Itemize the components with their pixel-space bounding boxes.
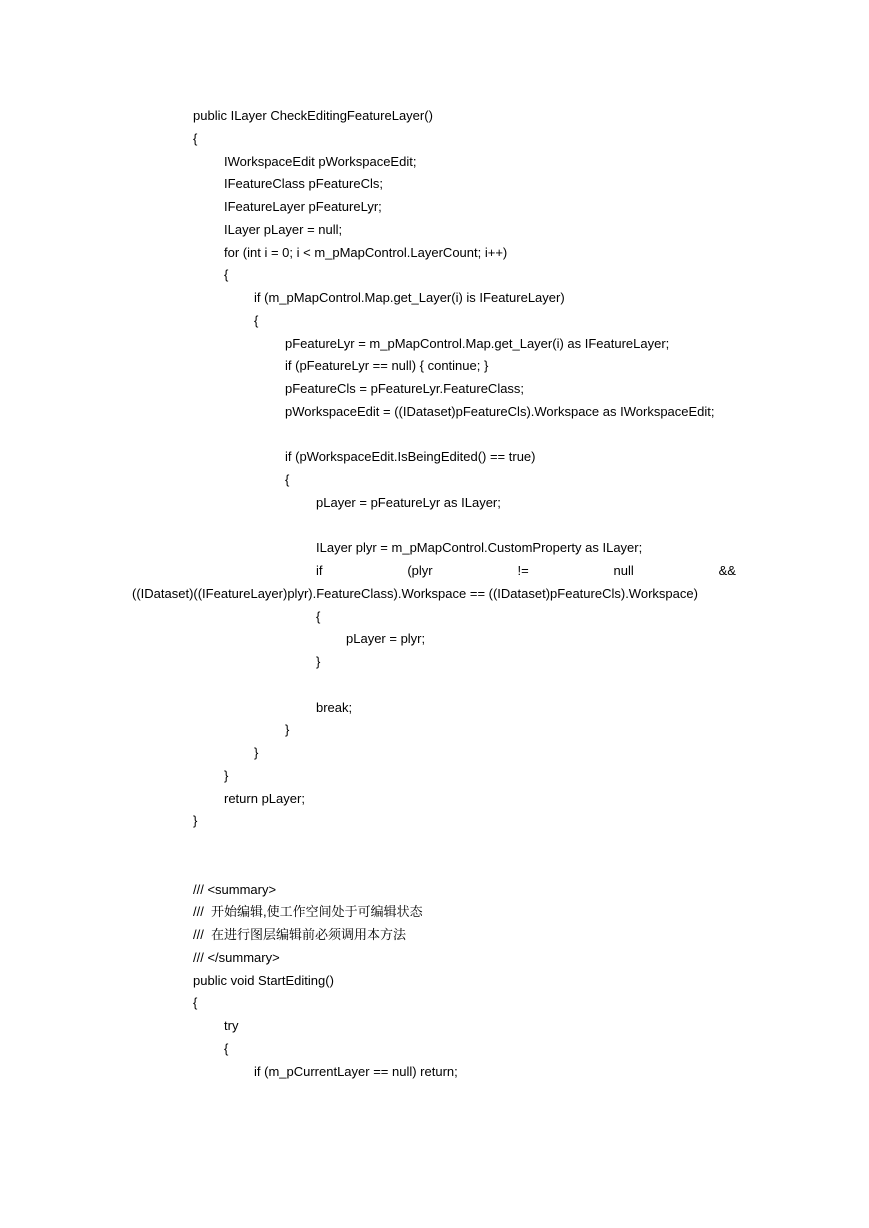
code-line: } (193, 813, 198, 828)
code-line: public ILayer CheckEditingFeatureLayer() (193, 108, 433, 123)
code-comment-line: /// 开始编辑,使工作空间处于可编辑状态 (193, 904, 423, 919)
code-line: for (int i = 0; i < m_pMapControl.LayerCount; i++) (224, 245, 508, 260)
code-line: if (pFeatureLyr == null) { continue; } (285, 358, 489, 373)
code-line: pFeatureLyr = m_pMapControl.Map.get_Layer(i) as IFeatureLayer; (285, 336, 670, 351)
code-comment-line: /// 在进行图层编辑前必须调用本方法 (193, 927, 407, 942)
code-line: { (285, 472, 290, 487)
code-line: } (285, 722, 290, 737)
code-line: public void StartEditing() (193, 973, 334, 988)
code-line: } (224, 768, 229, 783)
code-line: if (m_pMapControl.Map.get_Layer(i) is IFeatureLayer) (254, 290, 565, 305)
code-line: } (254, 745, 259, 760)
code-line: return pLayer; (224, 791, 305, 806)
code-line: pLayer = pFeatureLyr as ILayer; (316, 495, 501, 510)
code-line: { (254, 313, 259, 328)
code-line: } (316, 654, 321, 669)
code-line: try (224, 1018, 239, 1033)
code-line: { (224, 1041, 229, 1056)
code-line: { (224, 267, 229, 282)
code-line: pWorkspaceEdit = ((IDataset)pFeatureCls).Workspace as IWorkspaceEdit; (285, 404, 715, 419)
code-line: pFeatureCls = pFeatureLyr.FeatureClass; (285, 381, 525, 396)
code-line: ((IDataset)((IFeatureLayer)plyr).FeatureClass).Workspace == ((IDataset)pFeatureCls).Workspace) (132, 586, 698, 601)
code-line: { (316, 609, 321, 624)
code-comment-line: /// <summary> (193, 882, 277, 897)
code-token: && (718, 563, 736, 578)
code-line: IFeatureLayer pFeatureLyr; (224, 199, 382, 214)
code-token: != (517, 563, 529, 578)
code-line: pLayer = plyr; (346, 631, 426, 646)
code-line: if (pWorkspaceEdit.IsBeingEdited() == true) (285, 449, 536, 464)
code-comment-line: /// </summary> (193, 950, 280, 965)
code-line: { (193, 995, 198, 1010)
code-line: IFeatureClass pFeatureCls; (224, 176, 383, 191)
code-token: (plyr (407, 563, 433, 578)
code-token: if (316, 563, 323, 578)
code-line: { (193, 131, 198, 146)
code-line: break; (316, 700, 353, 715)
code-line: IWorkspaceEdit pWorkspaceEdit; (224, 154, 417, 169)
code-line: ILayer plyr = m_pMapControl.CustomProperty as ILayer; (316, 540, 643, 555)
code-line: ILayer pLayer = null; (224, 222, 343, 237)
code-line-justified (316, 563, 736, 579)
code-token: null (613, 563, 634, 578)
code-line: if (m_pCurrentLayer == null) return; (254, 1064, 458, 1079)
